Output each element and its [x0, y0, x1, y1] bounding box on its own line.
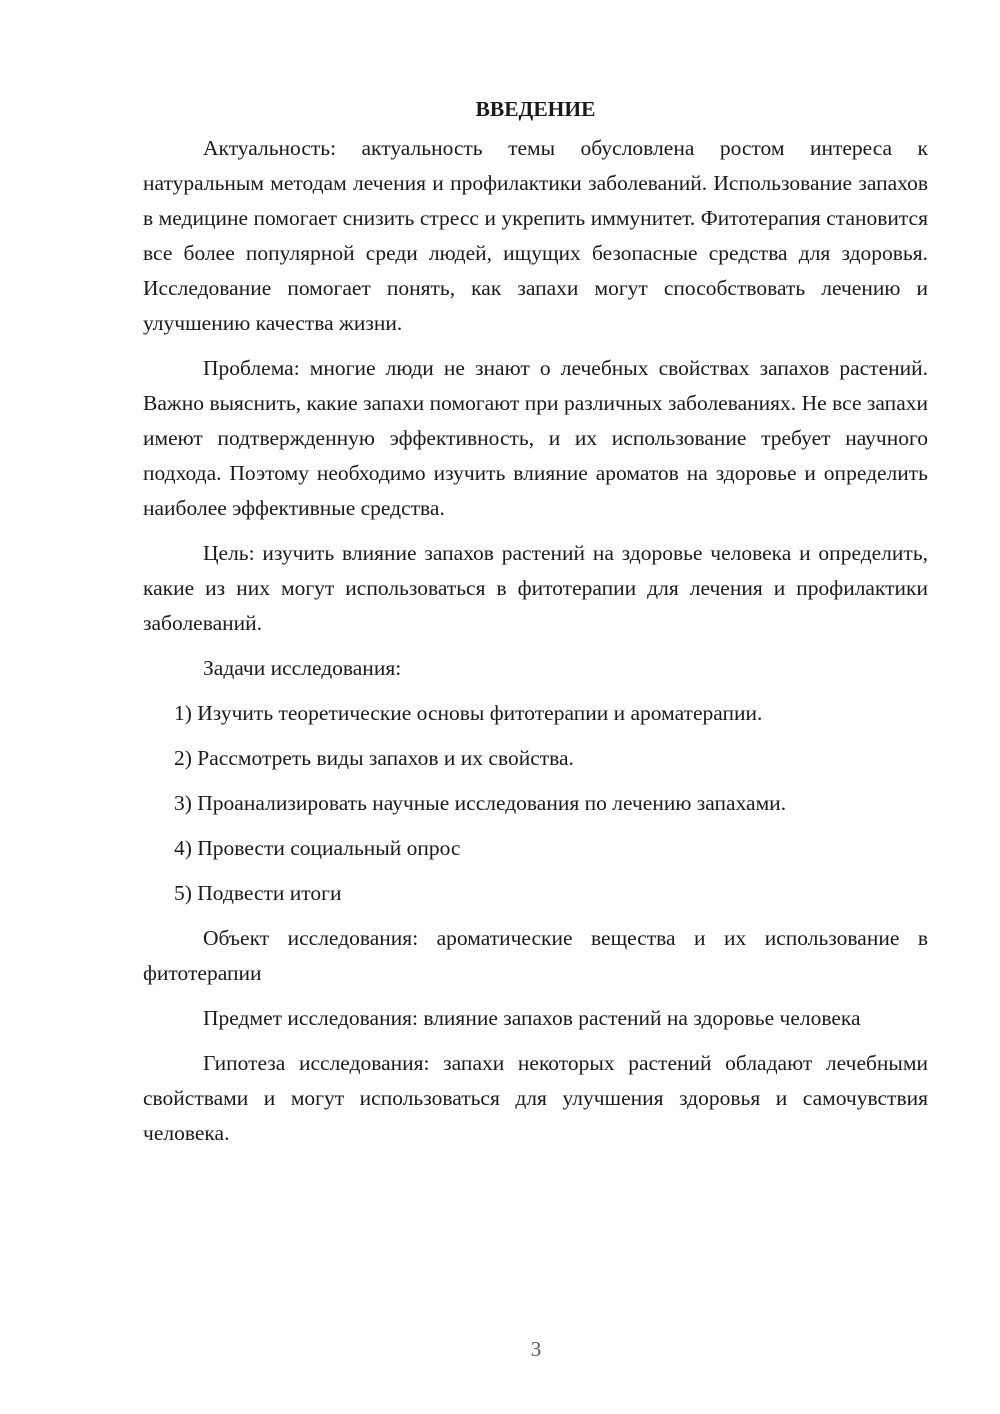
- tasks-heading: Задачи исследования:: [203, 656, 402, 680]
- subject-paragraph: Предмет исследования: влияние запахов растений на здоровье человека: [203, 1006, 861, 1030]
- task-item: 1) Изучить теоретические основы фитотерапии и ароматерапии.: [174, 701, 763, 725]
- task-item: 5) Подвести итоги: [174, 881, 342, 905]
- page-number: 3: [530, 1337, 542, 1361]
- goal-paragraph: Цель: изучить влияние запахов растений на здоровье человека и определить, какие из них могут использоваться в фитотерапии для лечения и профилактики заболеваний.: [143, 541, 928, 635]
- relevance-paragraph: Актуальность: актуальность темы обусловлена ростом интереса к натуральным методам лечения и профилактики заболеваний. Использование запахов в медицине помогает снизить стресс и укрепить иммунитет. Фитотерапия становится все более популярной среди людей, ищущих безопасные средства для здоровья. Исследование помогает понять, как запахи могут способствовать лечению и улучшению качества жизни.: [143, 136, 928, 335]
- page-content: [143, 92, 928, 1161]
- task-item: 2) Рассмотреть виды запахов и их свойства.: [174, 746, 574, 770]
- problem-paragraph: Проблема: многие люди не знают о лечебных свойствах запахов растений. Важно выяснить, какие запахи помогают при различных заболеваниях. Не все запахи имеют подтвержденную эффективность, и их использование требует научного подхода. Поэтому необходимо изучить влияние ароматов на здоровье и определить наиболее эффективные средства.: [143, 356, 928, 520]
- task-item: 4) Провести социальный опрос: [174, 836, 461, 860]
- tasks-list: [143, 696, 928, 911]
- section-title: ВВЕДЕНИЕ: [475, 97, 596, 121]
- task-item: 3) Проанализировать научные исследования по лечению запахами.: [174, 791, 787, 815]
- object-paragraph: Объект исследования: ароматические вещества и их использование в фитотерапии: [143, 926, 928, 985]
- hypothesis-paragraph: Гипотеза исследования: запахи некоторых растений обладают лечебными свойствами и могут использоваться для улучшения здоровья и самочувствия человека.: [143, 1051, 928, 1145]
